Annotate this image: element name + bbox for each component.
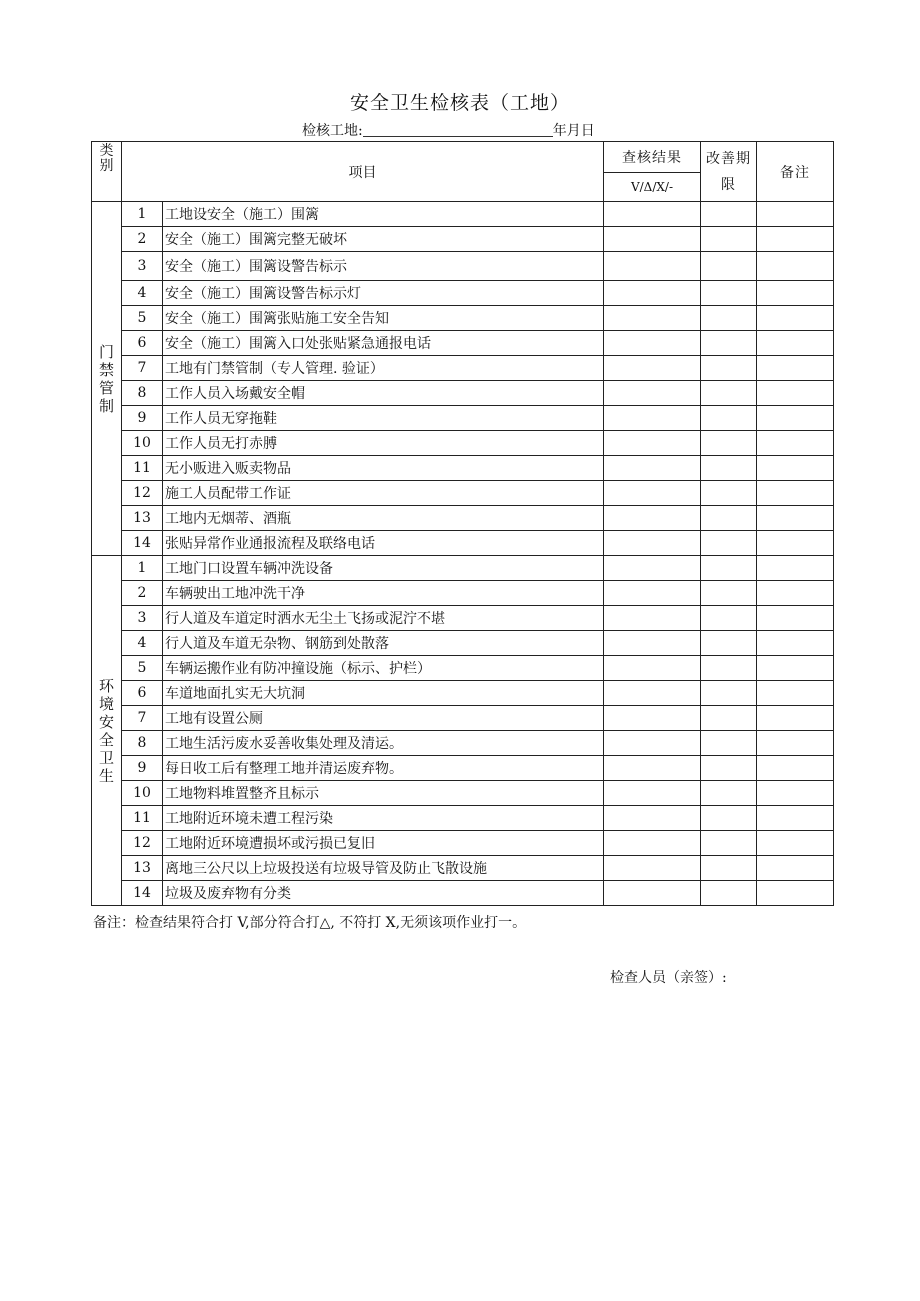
- result-cell[interactable]: [604, 356, 701, 381]
- result-cell[interactable]: [604, 331, 701, 356]
- row-number: 13: [122, 856, 163, 881]
- result-cell[interactable]: [604, 456, 701, 481]
- result-cell[interactable]: [604, 831, 701, 856]
- table-row: [92, 531, 834, 556]
- row-item-text: 安全（施工）围篱设警告标示灯: [163, 281, 604, 306]
- improve-deadline-cell[interactable]: [701, 731, 757, 756]
- result-cell[interactable]: [604, 731, 701, 756]
- note-cell[interactable]: [757, 881, 834, 906]
- result-cell[interactable]: [604, 606, 701, 631]
- note-cell[interactable]: [757, 756, 834, 781]
- row-item-text: 张贴异常作业通报流程及联络电话: [163, 531, 604, 556]
- note-cell[interactable]: [757, 456, 834, 481]
- category-char: 卫: [98, 748, 114, 767]
- note-cell[interactable]: [757, 281, 834, 306]
- row-number: 1: [122, 556, 163, 581]
- row-item-text: 垃圾及废弃物有分类: [163, 881, 604, 906]
- table-row: [92, 306, 834, 331]
- table-row: [92, 406, 834, 431]
- table-row: [92, 581, 834, 606]
- result-cell[interactable]: [604, 581, 701, 606]
- category-char: 安: [98, 712, 114, 731]
- row-number: 8: [122, 381, 163, 406]
- result-cell[interactable]: [604, 481, 701, 506]
- row-number: 3: [122, 606, 163, 631]
- row-item-text: 行人道及车道定时洒水无尘土飞扬或泥泞不堪: [163, 606, 604, 631]
- improve-deadline-cell[interactable]: [701, 606, 757, 631]
- footer-note: 备注：检查结果符合打 V,部分符合打△, 不符打 X,无须该项作业打一。: [93, 915, 527, 931]
- note-cell[interactable]: [757, 631, 834, 656]
- row-item-text: 安全（施工）围篱设警告标示: [163, 252, 604, 281]
- row-number: 12: [122, 831, 163, 856]
- result-cell[interactable]: [604, 556, 701, 581]
- row-number: 14: [122, 531, 163, 556]
- header-category: 类 别: [92, 142, 122, 202]
- row-item-text: 安全（施工）围篱完整无破坏: [163, 227, 604, 252]
- note-cell[interactable]: [757, 481, 834, 506]
- improve-deadline-cell[interactable]: [701, 756, 757, 781]
- table-row: [92, 856, 834, 881]
- row-item-text: 工作人员入场戴安全帽: [163, 381, 604, 406]
- table-row: [92, 831, 834, 856]
- table-row: [92, 681, 834, 706]
- result-cell[interactable]: [604, 431, 701, 456]
- improve-deadline-cell[interactable]: [701, 881, 757, 906]
- category-char: 禁: [98, 360, 114, 379]
- improve-deadline-cell[interactable]: [701, 356, 757, 381]
- note-cell[interactable]: [757, 856, 834, 881]
- site-label: 检核工地:: [302, 123, 363, 139]
- note-cell[interactable]: [757, 656, 834, 681]
- note-cell[interactable]: [757, 356, 834, 381]
- category-char: 生: [98, 766, 114, 785]
- note-cell[interactable]: [757, 227, 834, 252]
- table-row: [92, 731, 834, 756]
- table-row: [92, 481, 834, 506]
- row-item-text: 工地门口设置车辆冲洗设备: [163, 556, 604, 581]
- row-item-text: 车辆运搬作业有防冲撞设施（标示、护栏）: [163, 656, 604, 681]
- result-cell[interactable]: [604, 681, 701, 706]
- header-item: 项目: [122, 142, 604, 202]
- note-cell[interactable]: [757, 731, 834, 756]
- row-item-text: 施工人员配带工作证: [163, 481, 604, 506]
- row-number: 10: [122, 781, 163, 806]
- note-cell[interactable]: [757, 431, 834, 456]
- row-number: 11: [122, 806, 163, 831]
- category-char: 全: [98, 730, 114, 749]
- note-cell[interactable]: [757, 556, 834, 581]
- row-item-text: 无小贩进入贩卖物品: [163, 456, 604, 481]
- table-row: [92, 781, 834, 806]
- improve-deadline-cell[interactable]: [701, 506, 757, 531]
- row-item-text: 工地有门禁管制（专人管理. 验证）: [163, 356, 604, 381]
- result-cell[interactable]: [604, 252, 701, 281]
- row-number: 9: [122, 756, 163, 781]
- row-number: 4: [122, 281, 163, 306]
- improve-deadline-cell[interactable]: [701, 531, 757, 556]
- row-number: 8: [122, 731, 163, 756]
- row-number: 5: [122, 656, 163, 681]
- table-row: [92, 281, 834, 306]
- improve-deadline-cell[interactable]: [701, 252, 757, 281]
- improve-deadline-cell[interactable]: [701, 331, 757, 356]
- row-number: 11: [122, 456, 163, 481]
- category-char: 环: [98, 676, 114, 695]
- header-result: 查核结果: [604, 142, 701, 173]
- header-note: 备注: [757, 142, 834, 202]
- note-cell[interactable]: [757, 831, 834, 856]
- note-cell[interactable]: [757, 606, 834, 631]
- table-row: [92, 881, 834, 906]
- improve-deadline-cell[interactable]: [701, 431, 757, 456]
- improve-deadline-cell[interactable]: [701, 656, 757, 681]
- row-item-text: 工地附近环境未遭工程污染: [163, 806, 604, 831]
- table-row: [92, 227, 834, 252]
- improve-deadline-cell[interactable]: [701, 456, 757, 481]
- improve-deadline-cell[interactable]: [701, 202, 757, 227]
- note-cell[interactable]: [757, 781, 834, 806]
- result-cell[interactable]: [604, 306, 701, 331]
- result-cell[interactable]: [604, 806, 701, 831]
- improve-deadline-cell[interactable]: [701, 631, 757, 656]
- date-label: 年月日: [552, 123, 595, 139]
- row-number: 4: [122, 631, 163, 656]
- improve-deadline-cell[interactable]: [701, 381, 757, 406]
- category-char: 制: [98, 396, 114, 415]
- row-number: 1: [122, 202, 163, 227]
- row-number: 7: [122, 706, 163, 731]
- row-item-text: 工作人员无打赤膊: [163, 431, 604, 456]
- table-row: [92, 506, 834, 531]
- row-item-text: 工地附近环境遭损坏或污损已复旧: [163, 831, 604, 856]
- row-item-text: 工作人员无穿拖鞋: [163, 406, 604, 431]
- row-number: 5: [122, 306, 163, 331]
- row-item-text: 车道地面扎实无大坑洞: [163, 681, 604, 706]
- row-number: 12: [122, 481, 163, 506]
- note-cell[interactable]: [757, 681, 834, 706]
- improve-deadline-cell[interactable]: [701, 406, 757, 431]
- result-cell[interactable]: [604, 381, 701, 406]
- note-cell[interactable]: [757, 506, 834, 531]
- row-item-text: 每日收工后有整理工地并清运废弃物。: [163, 756, 604, 781]
- note-cell[interactable]: [757, 806, 834, 831]
- header-improve-deadline: 改善期 限: [701, 142, 757, 202]
- table-row: [92, 381, 834, 406]
- improve-deadline-cell[interactable]: [701, 781, 757, 806]
- category-char: 境: [98, 694, 114, 713]
- row-number: 2: [122, 581, 163, 606]
- row-number: 6: [122, 681, 163, 706]
- table-row: [92, 806, 834, 831]
- table-row: [92, 252, 834, 281]
- result-cell[interactable]: [604, 656, 701, 681]
- note-cell[interactable]: [757, 202, 834, 227]
- result-cell[interactable]: [604, 781, 701, 806]
- note-cell[interactable]: [757, 306, 834, 331]
- table-row: [92, 556, 834, 581]
- result-cell[interactable]: [604, 706, 701, 731]
- row-item-text: 工地设安全（施工）围篱: [163, 202, 604, 227]
- row-number: 6: [122, 331, 163, 356]
- row-number: 2: [122, 227, 163, 252]
- inspector-signature-label: 检查人员（亲签）:: [610, 970, 727, 986]
- improve-deadline-cell[interactable]: [701, 581, 757, 606]
- row-number: 9: [122, 406, 163, 431]
- result-cell[interactable]: [604, 631, 701, 656]
- result-cell[interactable]: [604, 531, 701, 556]
- improve-deadline-cell[interactable]: [701, 681, 757, 706]
- row-item-text: 离地三公尺以上垃圾投送有垃圾导管及防止飞散设施: [163, 856, 604, 881]
- improve-deadline-cell[interactable]: [701, 281, 757, 306]
- category-char: 管: [98, 378, 114, 397]
- note-cell[interactable]: [757, 531, 834, 556]
- row-item-text: 行人道及车道无杂物、钢筋到处散落: [163, 631, 604, 656]
- result-cell[interactable]: [604, 406, 701, 431]
- improve-deadline-cell[interactable]: [701, 556, 757, 581]
- improve-deadline-cell[interactable]: [701, 706, 757, 731]
- category-cell: [92, 556, 122, 906]
- table-row: [92, 706, 834, 731]
- table-row: [92, 456, 834, 481]
- category-cell: [92, 202, 122, 556]
- result-cell[interactable]: [604, 281, 701, 306]
- table-row: [92, 431, 834, 456]
- row-number: 3: [122, 252, 163, 281]
- row-number: 13: [122, 506, 163, 531]
- row-item-text: 工地生活污废水妥善收集处理及清运。: [163, 731, 604, 756]
- improve-deadline-cell[interactable]: [701, 856, 757, 881]
- improve-deadline-cell[interactable]: [701, 481, 757, 506]
- note-cell[interactable]: [757, 381, 834, 406]
- result-cell[interactable]: [604, 881, 701, 906]
- note-cell[interactable]: [757, 252, 834, 281]
- table-row: [92, 331, 834, 356]
- table-row: [92, 606, 834, 631]
- row-number: 14: [122, 881, 163, 906]
- header-row: [92, 142, 834, 173]
- row-item-text: 安全（施工）围篱入口处张贴紧急通报电话: [163, 331, 604, 356]
- table-row: [92, 202, 834, 227]
- category-char: 门: [98, 342, 114, 361]
- row-number: 7: [122, 356, 163, 381]
- table-row: [92, 356, 834, 381]
- table-row: [92, 756, 834, 781]
- table-row: [92, 631, 834, 656]
- site-line: [302, 120, 595, 140]
- note-cell[interactable]: [757, 331, 834, 356]
- row-number: 10: [122, 431, 163, 456]
- note-cell[interactable]: [757, 581, 834, 606]
- row-item-text: 工地物料堆置整齐且标示: [163, 781, 604, 806]
- note-cell[interactable]: [757, 706, 834, 731]
- site-name-field[interactable]: [363, 122, 553, 137]
- result-cell[interactable]: [604, 856, 701, 881]
- improve-deadline-cell[interactable]: [701, 227, 757, 252]
- row-item-text: 工地有设置公厕: [163, 706, 604, 731]
- result-cell[interactable]: [604, 756, 701, 781]
- improve-deadline-cell[interactable]: [701, 831, 757, 856]
- result-cell[interactable]: [604, 506, 701, 531]
- result-cell[interactable]: [604, 202, 701, 227]
- row-item-text: 安全（施工）围篱张贴施工安全告知: [163, 306, 604, 331]
- improve-deadline-cell[interactable]: [701, 306, 757, 331]
- checklist-table: [91, 141, 834, 906]
- header-result-legend: V/Δ/X/-: [604, 173, 701, 202]
- row-item-text: 工地内无烟蒂、酒瓶: [163, 506, 604, 531]
- result-cell[interactable]: [604, 227, 701, 252]
- row-item-text: 车辆驶出工地冲洗干净: [163, 581, 604, 606]
- page-title: 安全卫生检核表（工地）: [349, 92, 570, 114]
- table-row: [92, 656, 834, 681]
- improve-deadline-cell[interactable]: [701, 806, 757, 831]
- note-cell[interactable]: [757, 406, 834, 431]
